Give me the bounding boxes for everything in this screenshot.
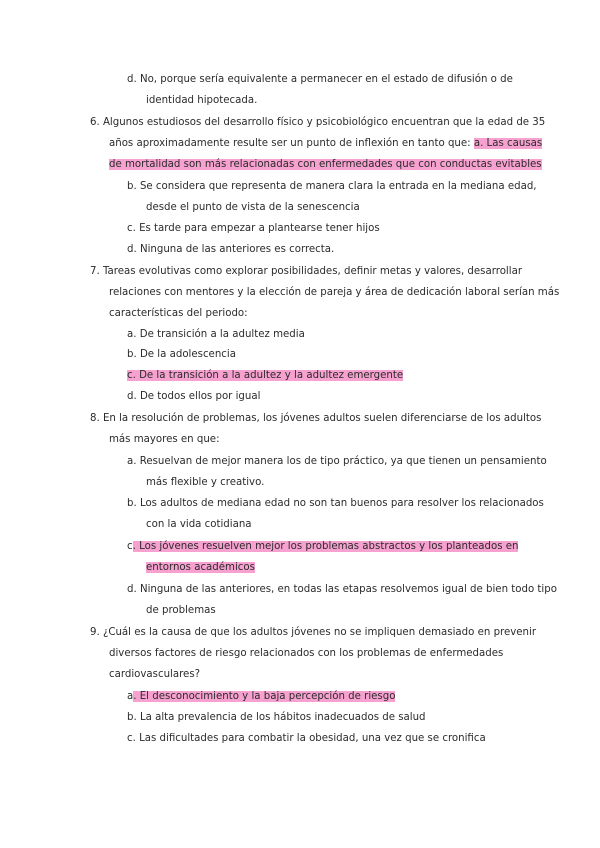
q9-option-a-prefix: a — [127, 691, 134, 702]
q8-stem-line2: más mayores en que: — [109, 434, 220, 445]
q7-stem-line1: 7. Tareas evolutivas como explorar posibilidades, definir metas y valores, desarrollar — [90, 266, 523, 277]
q9-stem-line2: diversos factores de riesgo relacionados con los problemas de enfermedades — [109, 648, 504, 659]
q8-option-c-answer-line2 — [146, 561, 255, 575]
q8-option-b-line2: con la vida cotidiana — [146, 519, 252, 530]
q9-option-c: c. Las dificultades para combatir la obesidad, una vez que se cronifica — [127, 733, 486, 744]
q7-option-b: b. De la adolescencia — [127, 349, 236, 360]
q8-option-a-line1: a. Resuelvan de mejor manera los de tipo práctico, ya que tienen un pensamiento — [127, 456, 547, 467]
q6-stem-line2-text: años aproximadamente resulte ser un punto de inflexión en tanto que: — [109, 138, 474, 149]
q6-option-c: c. Es tarde para empezar a plantearse tener hijos — [127, 223, 380, 234]
q6-stem-line1: 6. Algunos estudiosos del desarrollo físico y psicobiológico encuentran que la edad de 35 — [90, 117, 546, 128]
q9-answer-highlight: . El desconocimiento y la baja percepción de riesgo — [133, 691, 396, 702]
q9-option-a-answer — [127, 690, 395, 704]
q8-option-c-answer-line1 — [127, 540, 518, 554]
q8-answer-highlight-line1: . Los jóvenes resuelven mejor los problemas abstractos y los planteados en — [132, 541, 519, 552]
q7-option-d: d. De todos ellos por igual — [127, 391, 261, 402]
q7-answer-highlight: c. De la transición a la adultez y la adultez emergente — [127, 370, 404, 381]
q6-stem-line2 — [109, 137, 542, 151]
q8-option-a-line2: más flexible y creativo. — [146, 477, 265, 488]
q8-option-c-prefix: c — [127, 541, 133, 552]
q9-stem-line3: cardiovasculares? — [109, 669, 201, 680]
q9-stem-line1: 9. ¿Cuál es la causa de que los adultos jóvenes no se impliquen demasiado en prevenir — [90, 627, 537, 638]
q6-option-b-line1: b. Se considera que representa de manera clara la entrada en la mediana edad, — [127, 181, 537, 192]
q8-stem-line1: 8. En la resolución de problemas, los jóvenes adultos suelen diferenciarse de los adultos — [90, 413, 542, 424]
q8-answer-highlight-line2: entornos académicos — [146, 562, 255, 573]
q6-answer-line — [109, 158, 542, 172]
q5-option-d-line1: d. No, porque sería equivalente a permanecer en el estado de difusión o de — [127, 74, 513, 85]
q9-option-b: b. La alta prevalencia de los hábitos inadecuados de salud — [127, 712, 426, 723]
q7-option-c-answer — [127, 369, 403, 383]
q6-option-d: d. Ninguna de las anteriores es correcta. — [127, 244, 335, 255]
q5-option-d-line2: identidad hipotecada. — [146, 95, 258, 106]
q8-option-b-line1: b. Los adultos de mediana edad no son tan buenos para resolver los relacionados — [127, 498, 544, 509]
q6-answer-highlight-start: a. Las causas — [473, 138, 543, 149]
q7-stem-line2: relaciones con mentores y la elección de pareja y área de dedicación laboral serían más — [109, 287, 560, 298]
q7-option-a: a. De transición a la adultez media — [127, 329, 305, 340]
q7-stem-line3: características del periodo: — [109, 308, 248, 319]
q8-option-d-line2: de problemas — [146, 605, 216, 616]
q8-option-d-line1: d. Ninguna de las anteriores, en todas las etapas resolvemos igual de bien todo tipo — [127, 584, 557, 595]
q6-answer-highlight: de mortalidad son más relacionadas con enfermedades que con conductas evitables — [109, 159, 542, 170]
q6-option-b-line2: desde el punto de vista de la senescencia — [146, 202, 360, 213]
